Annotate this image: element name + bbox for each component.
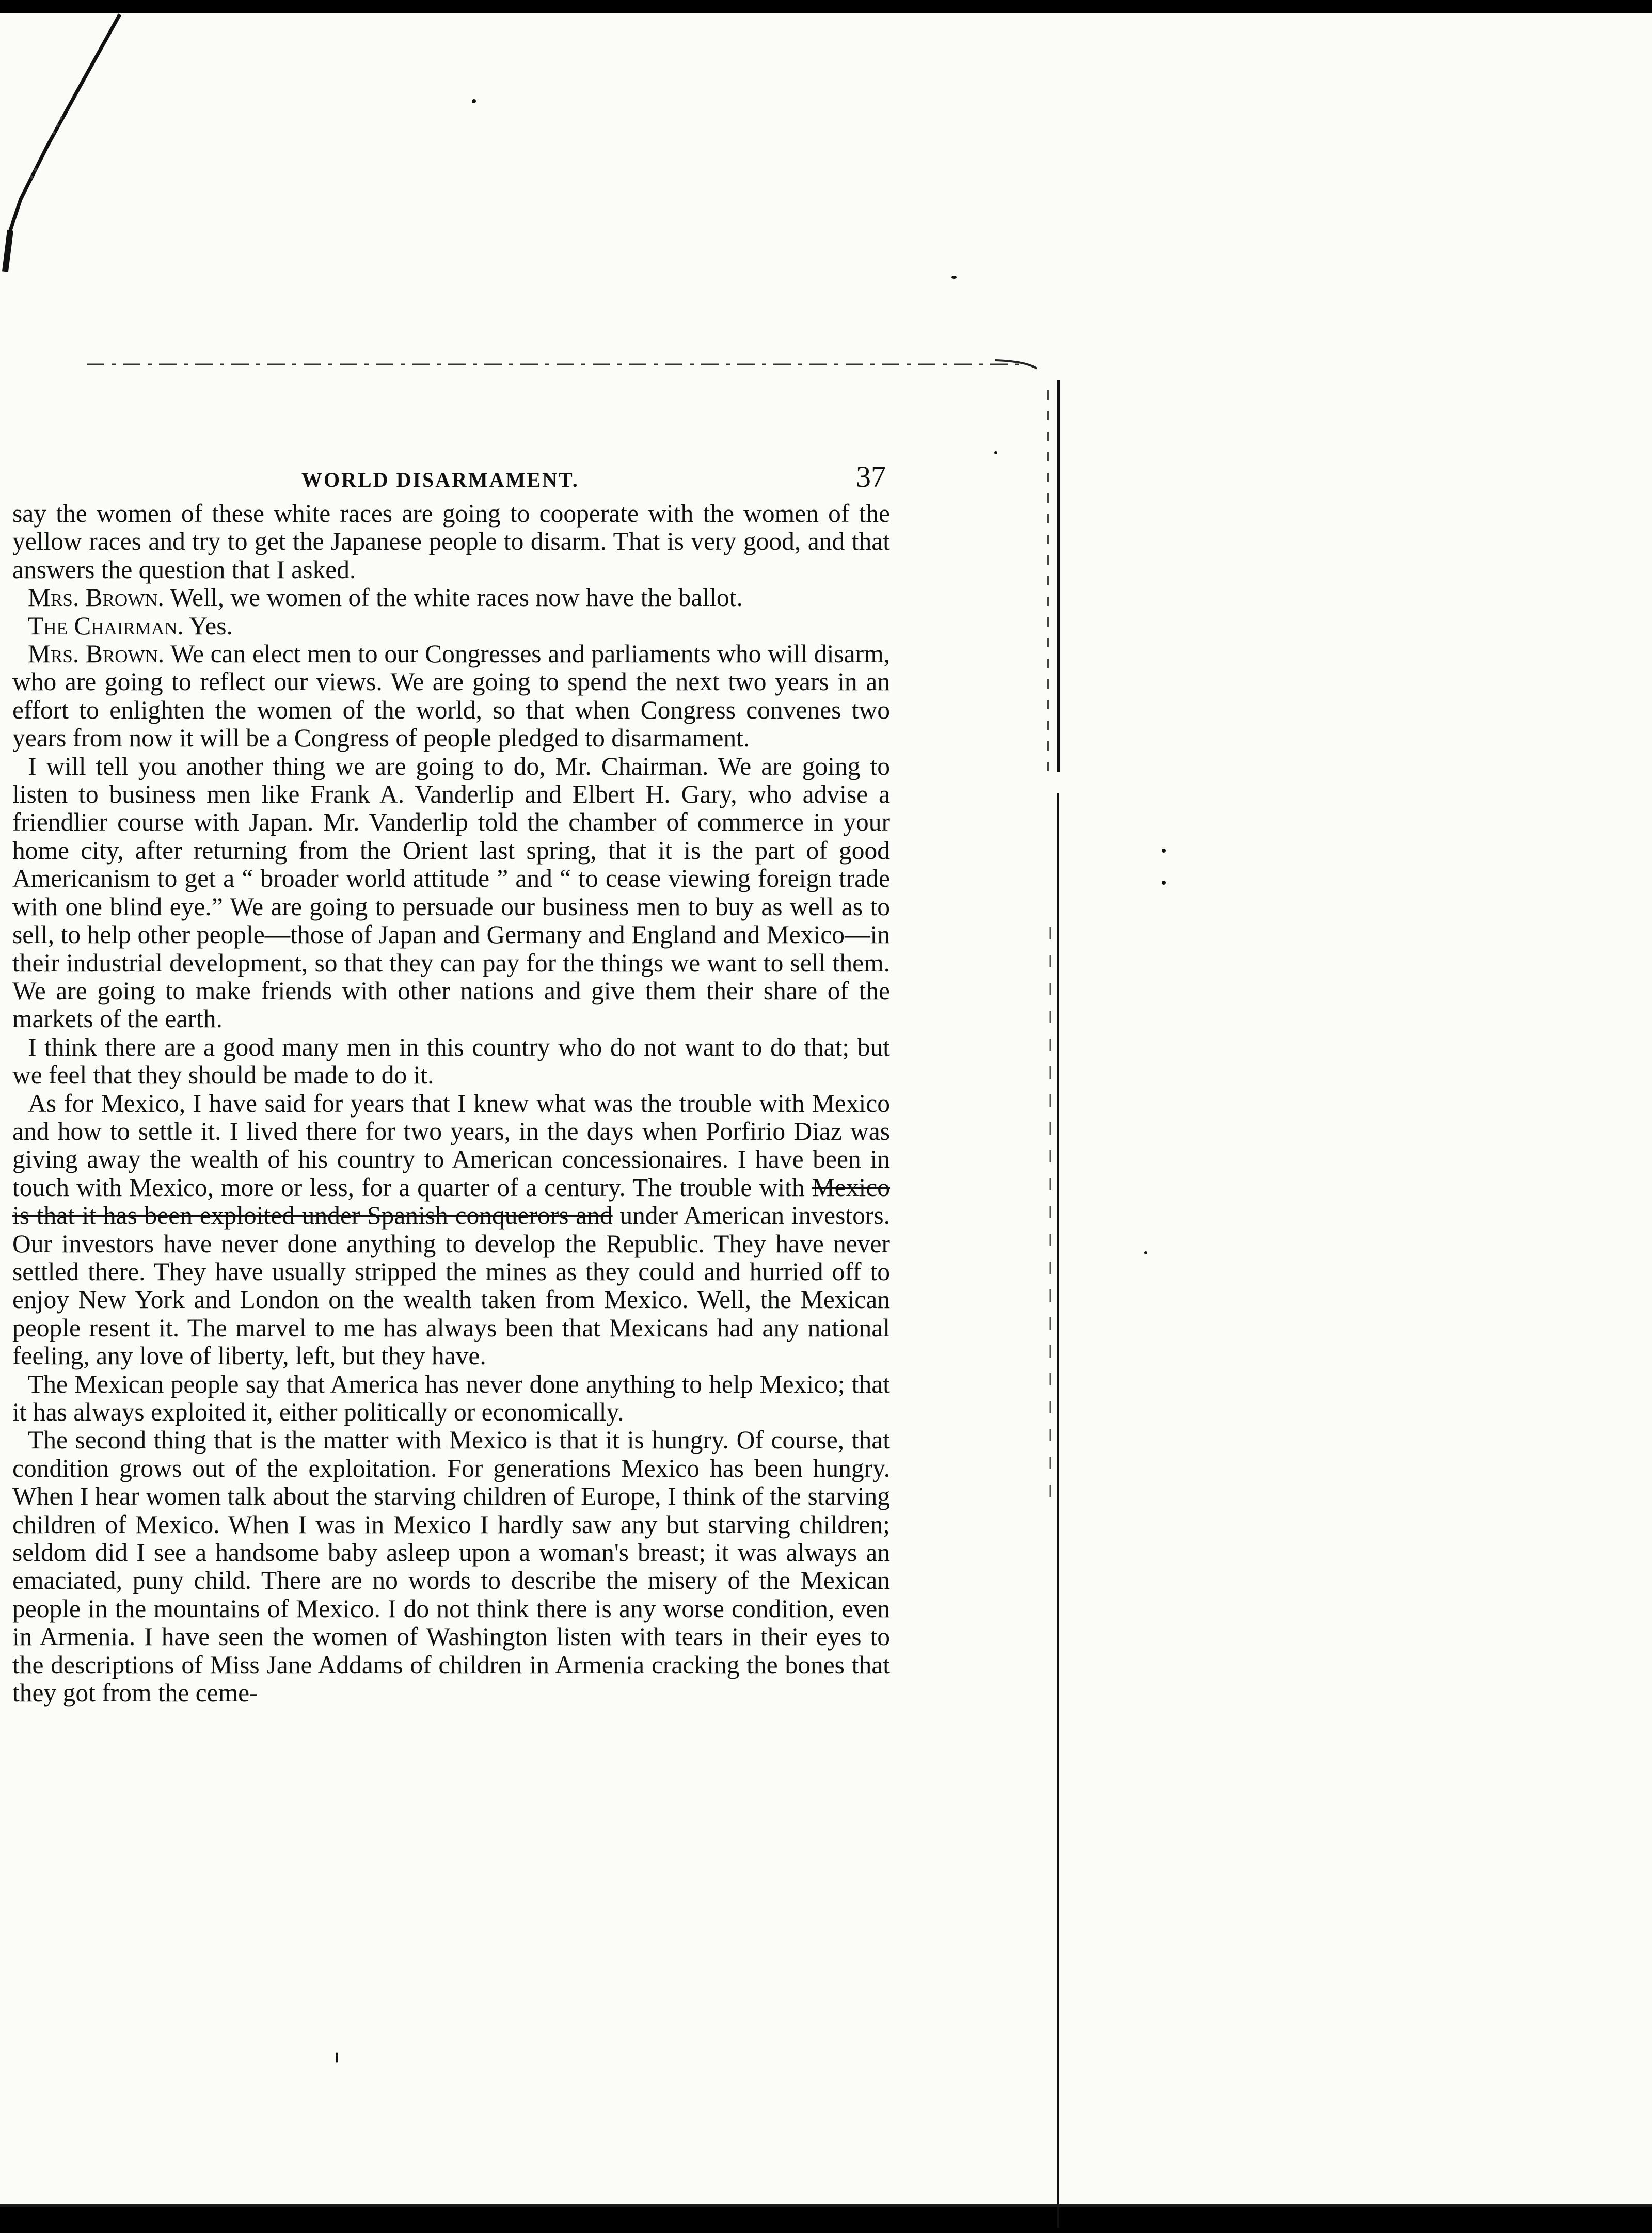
torn-corner-mark (0, 13, 150, 282)
body-text (12, 500, 890, 1707)
speaker-name: Mrs. Brown. (28, 640, 165, 668)
scan-speck (994, 451, 997, 454)
scan-speck (1144, 1251, 1147, 1254)
scan-speck (472, 99, 476, 103)
paragraph: I will tell you another thing we are going to do, Mr. Chairman. We are going to listen to business men like Frank A. Vanderlip and Elbert H. Gary, who advise a friendlier course with Japan. Mr. Vanderlip told the chamber of commerce in your home city, after returning from the Orient last spring, that it is the part of good Americanism to get a “ broader world attitude ” and “ to cease viewing foreign trade with one blind eye.” We are going to persuade our business men to buy as well as to sell, to help other people—those of Japan and Germany and England and Mexico—in their industrial development, so that they can pay for the things we want to sell them. We are going to make friends with other nations and give them their share of the markets of the earth. (12, 752, 890, 1033)
scan-speck (1162, 881, 1166, 885)
scan-border (0, 2204, 1652, 2207)
speaker-name: The Chairman. (28, 611, 184, 640)
page-gutter-edge (1035, 370, 1066, 2233)
paragraph: The Mexican people say that America has never done anything to help Mexico; that it has always exploited it, either politically or economically. (12, 1369, 890, 1426)
running-header (12, 456, 890, 500)
scan-speck (1162, 849, 1166, 853)
paragraph: The second thing that is the matter with Mexico is that it is hungry. Of course, that condition grows out of the exploitation. For generations Mexico has been hungry. When I hear women talk about the starving children of Europe, I think of the starving children of Mexico. When I was in Mexico I hardly saw any but starving children; seldom did I see a handsome baby asleep upon a woman's breast; it was always an emaciated, puny child. There are no words to describe the misery of the Mexican people in the mountains of Mexico. I do not think there is any worse condition, even in Armenia. I have seen the women of Washington listen with tears in their eyes to the descriptions of Miss Jane Addams of children in Armenia cracking the bones that they got from the ceme- (12, 1426, 890, 1708)
paragraph: As for Mexico, I have said for years that I knew what was the trouble with Mexico and how to settle it. I lived there for two years, in the days when Porfirio Diaz was giving away the wealth of his country to American concessionaires. I have been in touch with Mexico, more or less, for a quarter of a century. The trouble with Mexico is that it has been exploited under Spanish conquerors and under American investors. Our investors have never done anything to develop the Republic. They have never settled there. They have usually stripped the mines as they could and hurried off to enjoy New York and London on the wealth taken from Mexico. Well, the Mexican people resent it. The marvel to me has always been that Mexicans had any national feeling, any love of liberty, left, but they have. (12, 1089, 891, 1370)
dashed-trim-line (87, 358, 1047, 371)
running-title: WORLD DISARMAMENT. (301, 468, 579, 491)
paragraph: Mrs. Brown. Well, we women of the white races now have the ballot. (28, 583, 743, 612)
scanned-page (0, 13, 1652, 2207)
paragraph: I think there are a good many men in this country who do not want to do that; but we feel that they should be made to do it. (12, 1032, 890, 1090)
paragraph: say the women of these white races are going to cooperate with the women of the yellow races and try to get the Japanese people to disarm. That is very good, and that answers the question that I asked. (12, 499, 890, 584)
page-content (12, 456, 890, 1707)
scan-speck (951, 276, 957, 279)
paragraph: The Chairman. Yes. (28, 611, 233, 640)
scan-speck (336, 2052, 338, 2063)
speaker-name: Mrs. Brown. (28, 583, 164, 612)
paragraph: Mrs. Brown. We can elect men to our Congresses and parliaments who will disarm, who are going to reflect our views. We are going to spend the next two years in an effort to enlighten the women of the world, so that when Congress convenes two years from now it will be a Congress of people pledged to disarmament. (12, 640, 890, 753)
struck-through-text: Mexico is that it has been exploited under Spanish conquerors and (12, 1173, 890, 1230)
page-number: 37 (856, 460, 886, 493)
